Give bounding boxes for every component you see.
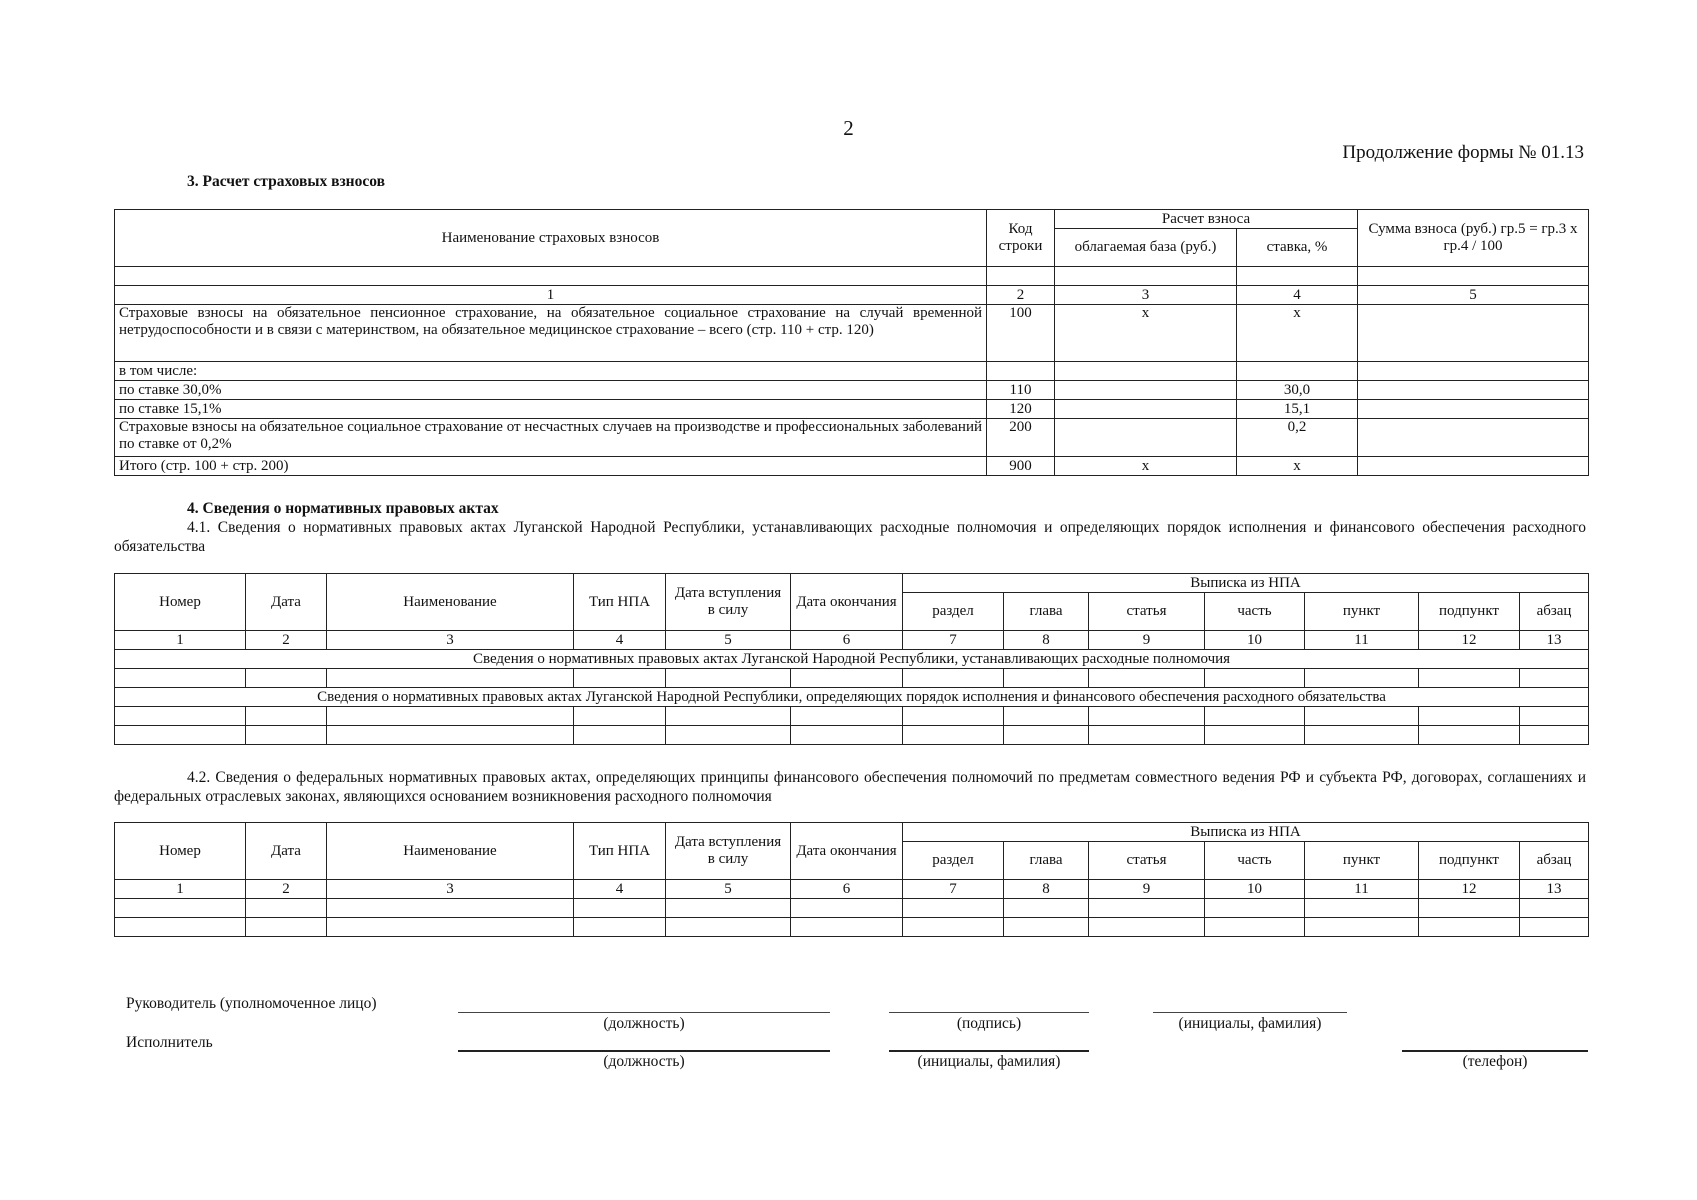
col-number: 7 [903,880,1004,899]
header-punkt: пункт [1305,593,1419,631]
row-sum [1358,305,1589,362]
col-number: 5 [666,631,791,650]
column-number-row [115,286,1589,305]
header-name: Наименование [327,823,574,880]
row-base: х [1055,457,1237,476]
row-name: по ставке 15,1% [115,400,987,419]
col-number: 3 [327,880,574,899]
col-number: 6 [791,631,903,650]
executor-initials-caption: (инициалы, фамилия) [917,1053,1061,1070]
row-code: 200 [987,419,1055,457]
row-name: Итого (стр. 100 + стр. 200) [115,457,987,476]
head-label: Руководитель (уполномоченное лицо) [126,995,377,1012]
row-sum [1358,362,1589,381]
row-name: в том числе: [115,362,987,381]
col-number: 11 [1305,880,1419,899]
header-razdel: раздел [903,593,1004,631]
col-number: 12 [1419,880,1520,899]
col-number: 2 [987,286,1055,305]
header-podpunkt: подпункт [1419,842,1520,880]
row-rate: х [1237,457,1358,476]
header-chast: часть [1205,593,1305,631]
header-end-date: Дата окончания [791,823,903,880]
row-name: Страховые взносы на обязательное пенсионное страхование, на обязательное социальное страхование на случай временной нетрудоспособности и в связи с материнством, на обязательное медицинское страхование – всего (стр. 110 + стр. 120) [115,305,987,362]
col-number: 12 [1419,631,1520,650]
header-rate: ставка, % [1237,229,1358,267]
row-rate: х [1237,305,1358,362]
header-glava: глава [1004,842,1089,880]
col-number: 2 [246,880,327,899]
col-number: 1 [115,880,246,899]
col-number: 5 [666,880,791,899]
header-punkt: пункт [1305,842,1419,880]
header-statya: статья [1089,593,1205,631]
header-extract: Выписка из НПА [903,823,1589,842]
col-number: 3 [1055,286,1237,305]
header-code: Код строки [987,210,1055,267]
row-name: Страховые взносы на обязательное социальное страхование от несчастных случаев на производстве и профессиональных заболеваний по ставке от 0,2% [115,419,987,457]
section3-title: 3. Расчет страховых взносов [187,173,385,190]
header-statya: статья [1089,842,1205,880]
header-end-date: Дата окончания [791,574,903,631]
table-row [115,707,1589,726]
npa-table-4-1 [114,573,1589,745]
executor-phone-caption: (телефон) [1462,1053,1528,1070]
table-row [115,918,1589,937]
table-row [115,305,1589,362]
col-number: 5 [1358,286,1589,305]
section4-title: 4. Сведения о нормативных правовых актах [187,500,499,517]
npa-table-4-2 [114,822,1589,937]
executor-position-line [458,1050,830,1052]
subsection-row [115,688,1589,707]
header-chast: часть [1205,842,1305,880]
table-row [115,669,1589,688]
header-podpunkt: подпункт [1419,593,1520,631]
header-glava: глава [1004,593,1089,631]
col-number: 8 [1004,631,1089,650]
col-number: 4 [1237,286,1358,305]
row-base [1055,419,1237,457]
table-row [115,400,1589,419]
row-rate [1237,362,1358,381]
subsection-label: Сведения о нормативных правовых актах Луганской Народной Республики, определяющих порядок исполнения и финансового обеспечения расходного обязательства [115,688,1589,707]
col-number: 3 [327,631,574,650]
header-number: Номер [115,823,246,880]
header-base: облагаемая база (руб.) [1055,229,1237,267]
executor-initials-line [889,1050,1089,1052]
header-type: Тип НПА [574,574,666,631]
executor-phone-line [1402,1050,1588,1052]
row-base [1055,381,1237,400]
row-rate: 0,2 [1237,419,1358,457]
header-abzac: абзац [1520,593,1589,631]
form-continuation-label: Продолжение формы № 01.13 [1342,142,1584,163]
header-name: Наименование страховых взносов [115,210,987,267]
col-number: 1 [115,286,987,305]
table-row [115,419,1589,457]
header-number: Номер [115,574,246,631]
head-initials-caption: (инициалы, фамилия) [1178,1015,1322,1032]
row-name: по ставке 30,0% [115,381,987,400]
header-start-date: Дата вступления в силу [666,574,791,631]
row-code: 900 [987,457,1055,476]
table-row [115,457,1589,476]
subsection-label: Сведения о нормативных правовых актах Луганской Народной Республики, устанавливающих расходные полномочия [115,650,1589,669]
section4-1-paragraph: 4.1. Сведения о нормативных правовых актах Луганской Народной Республики, устанавливающих расходные полномочия и определяющих порядок исполнения и финансового обеспечения расходного обязательства [114,519,1586,555]
head-initials-line [1153,1012,1347,1013]
header-start-date: Дата вступления в силу [666,823,791,880]
table-row [115,381,1589,400]
row-rate: 30,0 [1237,381,1358,400]
col-number: 8 [1004,880,1089,899]
header-calc-group: Расчет взноса [1055,210,1358,229]
col-number: 11 [1305,631,1419,650]
head-position-caption: (должность) [603,1015,685,1032]
row-sum [1358,400,1589,419]
header-sum: Сумма взноса (руб.) гр.5 = гр.3 х гр.4 / 100 [1358,210,1589,267]
col-number: 7 [903,631,1004,650]
col-number: 10 [1205,631,1305,650]
col-number: 13 [1520,880,1589,899]
table-row [115,267,1589,286]
row-code: 120 [987,400,1055,419]
row-sum [1358,419,1589,457]
col-number: 13 [1520,631,1589,650]
row-base: х [1055,305,1237,362]
row-sum [1358,457,1589,476]
header-type: Тип НПА [574,823,666,880]
col-number: 4 [574,880,666,899]
head-signature-line [889,1012,1089,1013]
table-row [115,899,1589,918]
col-number: 9 [1089,631,1205,650]
subsection-row [115,650,1589,669]
col-number: 10 [1205,880,1305,899]
head-position-line [458,1012,830,1013]
col-number: 1 [115,631,246,650]
header-date: Дата [246,823,327,880]
row-rate: 15,1 [1237,400,1358,419]
row-code [987,362,1055,381]
header-extract: Выписка из НПА [903,574,1589,593]
header-name: Наименование [327,574,574,631]
col-number: 4 [574,631,666,650]
column-number-row [115,631,1589,650]
header-abzac: абзац [1520,842,1589,880]
head-signature-caption: (подпись) [956,1015,1022,1032]
header-date: Дата [246,574,327,631]
row-sum [1358,381,1589,400]
col-number: 6 [791,880,903,899]
executor-position-caption: (должность) [603,1053,685,1070]
col-number: 2 [246,631,327,650]
table-row [115,362,1589,381]
table-row [115,726,1589,745]
row-code: 100 [987,305,1055,362]
row-base [1055,362,1237,381]
page-number: 2 [843,116,854,140]
column-number-row [115,880,1589,899]
col-number: 9 [1089,880,1205,899]
insurance-contributions-table [114,209,1589,476]
section4-2-paragraph: 4.2. Сведения о федеральных нормативных правовых актах, определяющих принципы финансового обеспечения полномочий по предметам совместного ведения РФ и субъекта РФ, договорах, соглашениях и федеральных отраслевых законах, являющихся основанием возникновения расходного полномочия [114,769,1586,805]
header-razdel: раздел [903,842,1004,880]
row-code: 110 [987,381,1055,400]
row-base [1055,400,1237,419]
executor-label: Исполнитель [126,1034,213,1051]
